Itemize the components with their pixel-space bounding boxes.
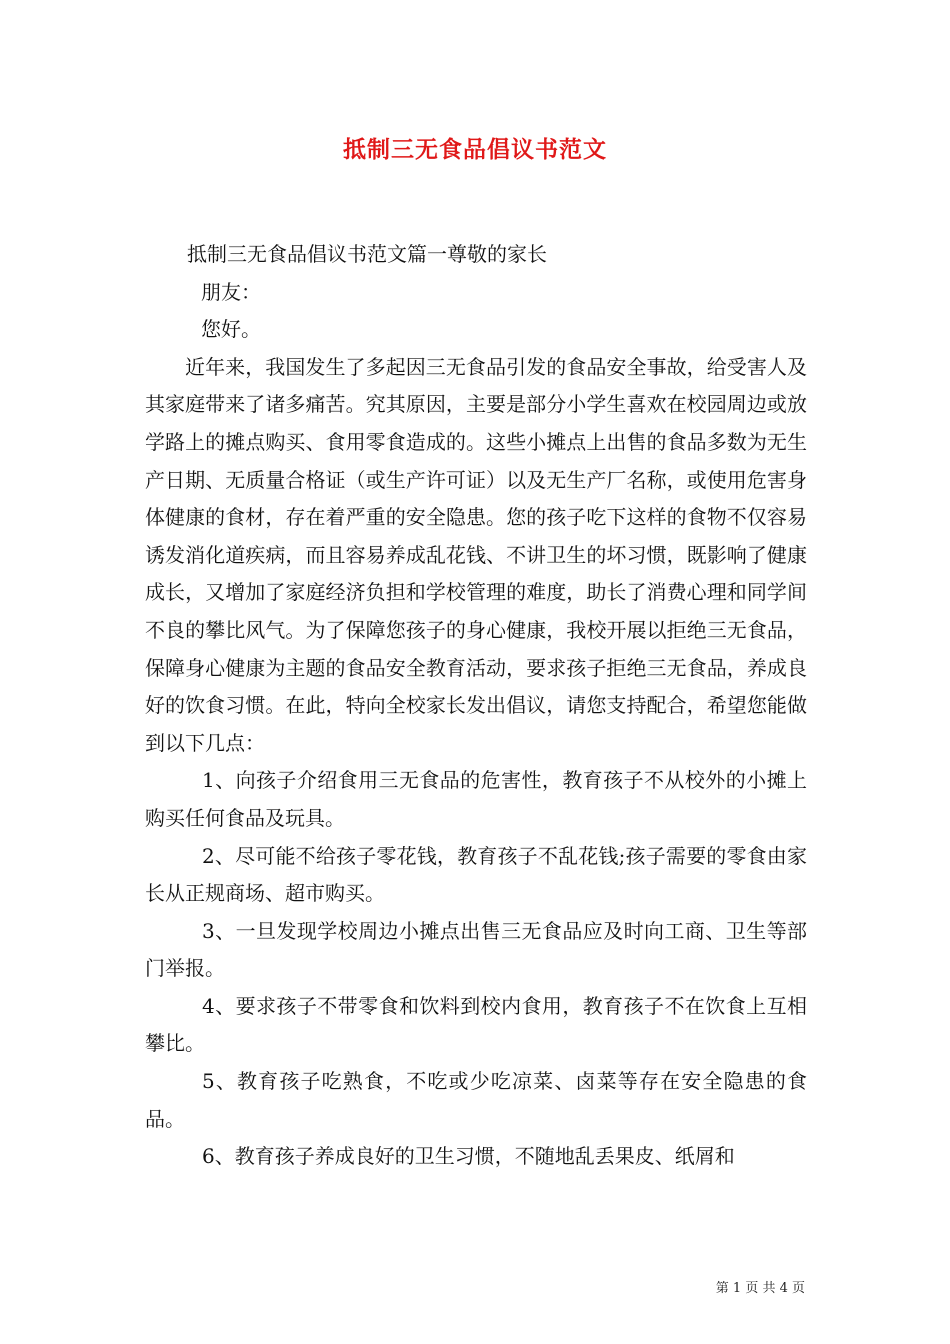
- list-item: 2、尽可能不给孩子零花钱，教育孩子不乱花钱;孩子需要的零食由家长从正规商场、超市购买。: [145, 843, 807, 906]
- greeting: 您好。: [201, 317, 261, 342]
- list-item: 4、要求孩子不带零食和饮料到校内食用，教育孩子不在饮食上互相攀比。: [145, 993, 807, 1056]
- list-item: 6、教育孩子养成良好的卫生习惯，不随地乱丢果皮、纸屑和: [202, 1144, 735, 1169]
- document-title: 抵制三无食品倡议书范文: [343, 136, 607, 163]
- page-number: 第 1 页 共 4 页: [715, 1281, 805, 1296]
- document-body: [145, 236, 807, 1176]
- list-item: 3、一旦发现学校周边小摊点出售三无食品应及时向工商、卫生等部门举报。: [145, 918, 807, 981]
- salutation: 朋友：: [201, 279, 261, 304]
- intro-line: 抵制三无食品倡议书范文篇一尊敬的家长: [187, 242, 547, 266]
- list-item: 5、教育孩子吃熟食，不吃或少吃凉菜、卤菜等存在安全隐患的食品。: [145, 1069, 807, 1131]
- main-paragraph: 近年来，我国发生了多起因三无食品引发的食品安全事故，给受害人及其家庭带来了诸多痛苦。究其原因，主要是部分小学生喜欢在校园周边或放学路上的摊点购买、食用零食造成的。这些小摊点上出售的食品多数为无生产日期、无质量合格证（或生产许可证）以及无生产厂名称，或使用危害身体健康的食材，存在着严重的安全隐患。您的孩子吃下这样的食物不仅容易诱发消化道疾病，而且容易养成乱花钱、不讲卫生的坏习惯，既影响了健康成长，又增加了家庭经济负担和学校管理的难度，助长了消费心理和同学间不良的攀比风气。为了保障您孩子的身心健康，我校开展以拒绝三无食品，保障身心健康为主题的食品安全教育活动，要求孩子拒绝三无食品，养成良好的饮食习惯。在此，特向全校家长发出倡议，请您支持配合，希望您能做到以下几点：: [145, 354, 807, 755]
- list-item: 1、向孩子介绍食用三无食品的危害性，教育孩子不从校外的小摊上购买任何食品及玩具。: [145, 768, 807, 830]
